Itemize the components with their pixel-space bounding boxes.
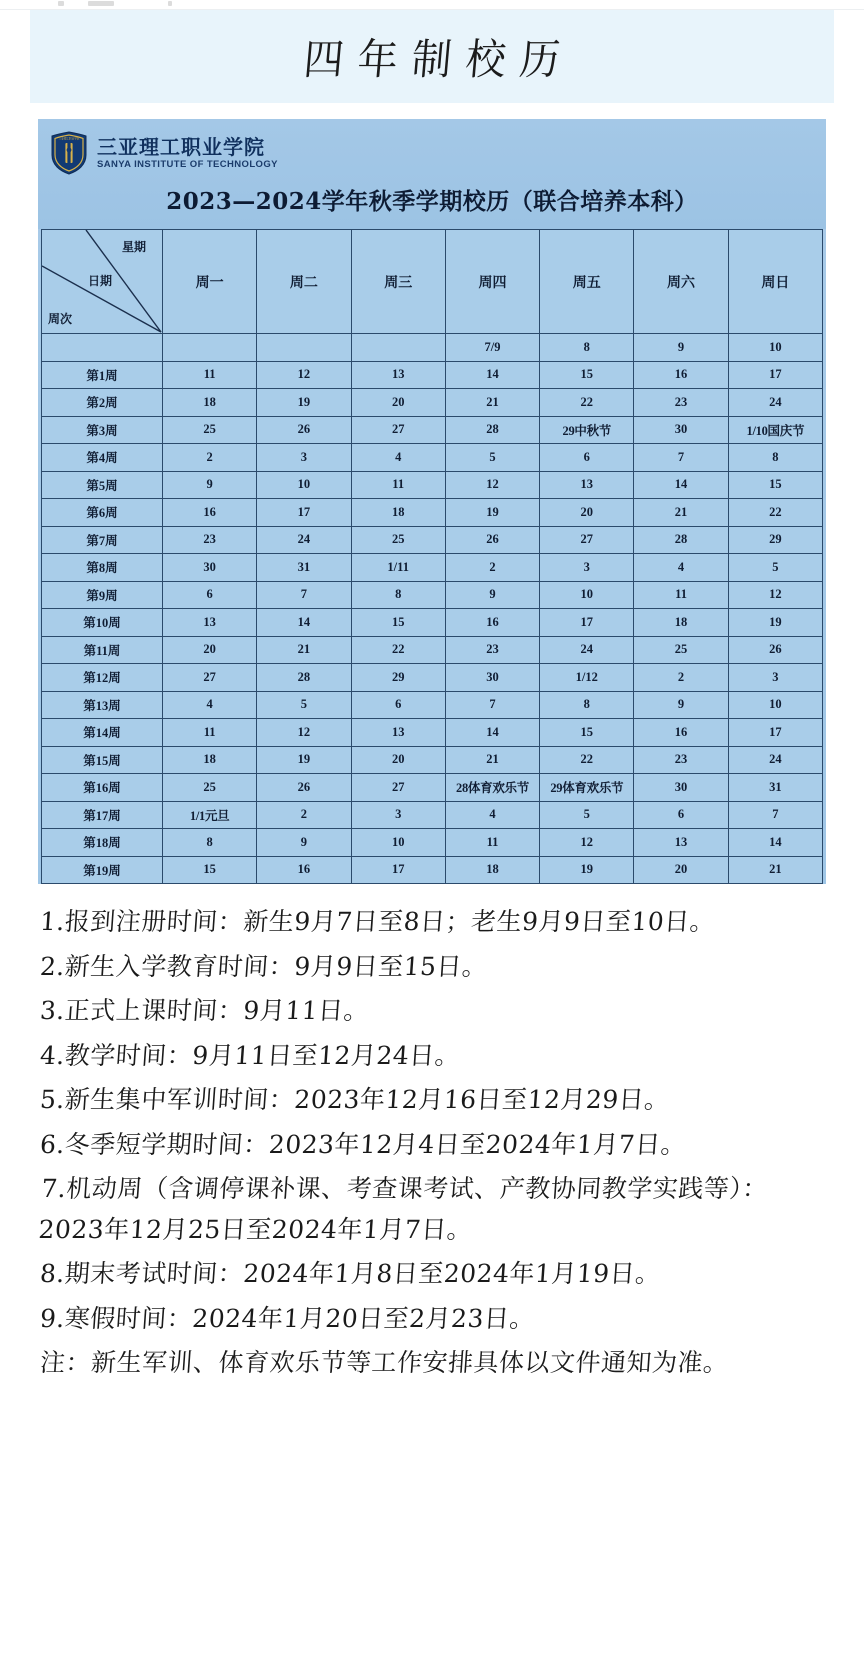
calendar-day-cell: 24 [728,746,822,774]
calendar-day-cell: 17 [540,609,634,637]
calendar-day-cell: 10 [728,334,822,362]
calendar-day-cell: 5 [445,444,539,472]
calendar-day-cell: 13 [351,361,445,389]
calendar-day-cell: 25 [351,526,445,554]
calendar-document-title: 2023—2024学年秋季学期校历（联合培养本科） [166,188,698,215]
table-row [42,334,823,362]
table-row [42,389,823,417]
calendar-day-cell: 3 [728,664,822,692]
table-row [42,829,823,857]
calendar-day-cell: 19 [540,856,634,884]
calendar-day-cell: 15 [728,471,822,499]
calendar-day-cell: 3 [351,801,445,829]
calendar-table-head [42,230,823,334]
calendar-day-cell: 20 [351,746,445,774]
calendar-day-cell: 27 [540,526,634,554]
bottom-spacer [0,1388,864,1428]
calendar-day-cell: 21 [257,636,351,664]
school-name-block [97,134,278,170]
calendar-day-cell: 18 [163,389,257,417]
calendar-day-cell-holiday: 1/10国庆节 [728,416,822,444]
calendar-day-cell: 26 [257,774,351,802]
calendar-day-cell: 26 [728,636,822,664]
week-number-cell [42,334,163,362]
calendar-day-cell: 9 [634,334,728,362]
table-row [42,471,823,499]
table-row [42,746,823,774]
day-header-7: 周日 [728,230,822,334]
calendar-day-cell: 17 [728,719,822,747]
calendar-day-cell: 9 [163,471,257,499]
calendar-day-cell: 3 [257,444,351,472]
calendar-day-cell: 13 [634,829,728,857]
calendar-day-cell: 6 [351,691,445,719]
calendar-day-cell: 27 [163,664,257,692]
calendar-day-cell: 20 [540,499,634,527]
calendar-day-cell: 22 [351,636,445,664]
calendar-day-cell: 2 [445,554,539,582]
page-title: 四年制校历 [301,35,576,85]
calendar-day-cell: 6 [540,444,634,472]
week-number-cell: 第2周 [42,389,163,417]
calendar-day-cell: 30 [163,554,257,582]
calendar-day-cell: 25 [163,416,257,444]
calendar-day-cell: 12 [728,581,822,609]
calendar-day-cell: 16 [445,609,539,637]
calendar-day-cell: 21 [445,389,539,417]
week-number-cell: 第1周 [42,361,163,389]
calendar-day-cell: 18 [445,856,539,884]
calendar-day-cell: 18 [634,609,728,637]
calendar-day-cell: 23 [634,746,728,774]
table-row [42,774,823,802]
calendar-day-cell: 21 [634,499,728,527]
calendar-day-cell [257,334,351,362]
calendar-day-cell-holiday: 29体育欢乐节 [540,774,634,802]
calendar-day-cell: 20 [634,856,728,884]
school-crest-icon [50,131,88,175]
note-item: 7.机动周（含调停课补课、考查课考试、产教协同教学实践等）：2023年12月25日至2024年1月7日。 [37,1174,769,1244]
calendar-day-cell: 10 [540,581,634,609]
calendar-day-cell: 8 [728,444,822,472]
week-number-cell: 第13周 [42,691,163,719]
calendar-day-cell: 2 [634,664,728,692]
calendar-day-cell: 8 [540,691,634,719]
table-row [42,416,823,444]
calendar-day-cell: 23 [163,526,257,554]
note-item: 注：新生军训、体育欢乐节等工作安排具体以文件通知为准。 [39,1348,730,1377]
week-number-cell: 第14周 [42,719,163,747]
note-item: 9.寒假时间：2024年1月20日至2月23日。 [39,1303,536,1333]
calendar-day-cell: 14 [257,609,351,637]
calendar-day-cell: 19 [257,389,351,417]
week-number-cell: 第8周 [42,554,163,582]
calendar-day-cell: 12 [540,829,634,857]
week-number-cell: 第18周 [42,829,163,857]
week-number-cell: 第17周 [42,801,163,829]
calendar-day-cell: 13 [163,609,257,637]
calendar-day-cell: 11 [634,581,728,609]
calendar-day-cell: 9 [634,691,728,719]
table-row [42,526,823,554]
calendar-day-cell: 6 [634,801,728,829]
calendar-day-cell: 21 [728,856,822,884]
week-number-cell: 第5周 [42,471,163,499]
calendar-day-cell: 11 [163,719,257,747]
svg-text:三亚理工职业学院: 三亚理工职业学院 [58,137,80,141]
calendar-day-cell: 26 [257,416,351,444]
calendar-day-cell: 25 [163,774,257,802]
calendar-day-cell: 17 [728,361,822,389]
calendar-day-cell: 28 [445,416,539,444]
calendar-day-cell [351,334,445,362]
calendar-day-cell: 27 [351,416,445,444]
calendar-day-cell: 2 [163,444,257,472]
day-header-6: 周六 [634,230,728,334]
calendar-day-cell: 5 [728,554,822,582]
academic-calendar-table [41,229,823,884]
calendar-day-cell: 16 [634,719,728,747]
calendar-day-cell: 10 [728,691,822,719]
calendar-day-cell: 19 [728,609,822,637]
calendar-day-cell: 4 [634,554,728,582]
calendar-day-cell-holiday: 1/1元旦 [163,801,257,829]
calendar-day-cell: 3 [540,554,634,582]
calendar-day-cell: 12 [257,719,351,747]
calendar-header [38,119,826,229]
note-item: 8.期末考试时间：2024年1月8日至2024年1月19日。 [39,1259,662,1288]
calendar-day-cell: 15 [351,609,445,637]
calendar-day-cell: 28 [257,664,351,692]
calendar-day-cell: 2 [257,801,351,829]
calendar-day-cell: 29 [728,526,822,554]
page-title-banner [30,10,834,103]
calendar-image-card [38,119,826,884]
calendar-day-cell: 22 [728,499,822,527]
table-row [42,664,823,692]
calendar-day-cell: 14 [634,471,728,499]
chrome-chip-1 [58,1,64,6]
calendar-day-cell: 13 [540,471,634,499]
browser-chrome-strip [0,0,864,10]
calendar-day-cell: 8 [540,334,634,362]
calendar-day-cell: 14 [728,829,822,857]
calendar-day-cell: 21 [445,746,539,774]
calendar-day-cell: 18 [351,499,445,527]
calendar-day-cell: 31 [728,774,822,802]
calendar-day-cell: 12 [257,361,351,389]
table-row [42,609,823,637]
corner-legend-cell [42,230,163,334]
calendar-day-cell: 24 [540,636,634,664]
calendar-day-cell: 31 [257,554,351,582]
table-row [42,444,823,472]
calendar-day-cell: 7 [728,801,822,829]
week-number-cell: 第4周 [42,444,163,472]
calendar-day-cell: 10 [257,471,351,499]
calendar-day-cell: 4 [163,691,257,719]
calendar-day-cell: 30 [445,664,539,692]
calendar-day-cell: 7/9 [445,334,539,362]
day-header-4: 周四 [445,230,539,334]
week-number-cell: 第9周 [42,581,163,609]
calendar-day-cell: 9 [257,829,351,857]
calendar-day-cell: 7 [445,691,539,719]
calendar-day-cell: 4 [445,801,539,829]
day-header-1: 周一 [163,230,257,334]
calendar-day-cell: 28 [634,526,728,554]
calendar-day-cell: 17 [351,856,445,884]
day-header-3: 周三 [351,230,445,334]
note-item: 1.报到注册时间：新生9月7日至8日；老生9月9日至10日。 [39,907,717,936]
calendar-day-cell [163,334,257,362]
calendar-day-cell: 25 [634,636,728,664]
calendar-notes-list [37,902,824,1384]
calendar-day-cell: 11 [445,829,539,857]
calendar-table-body [42,334,823,884]
calendar-day-cell: 15 [163,856,257,884]
note-item: 3.正式上课时间：9月11日。 [39,996,371,1025]
table-row [42,554,823,582]
calendar-day-cell: 16 [163,499,257,527]
calendar-header-row [42,230,823,334]
week-number-cell: 第3周 [42,416,163,444]
week-number-cell: 第16周 [42,774,163,802]
table-row [42,499,823,527]
calendar-day-cell: 17 [257,499,351,527]
week-number-cell: 第19周 [42,856,163,884]
calendar-day-cell: 1/11 [351,554,445,582]
calendar-day-cell: 5 [540,801,634,829]
calendar-day-cell: 23 [445,636,539,664]
chrome-chip-2 [88,1,114,6]
chrome-chip-3 [168,1,172,6]
day-header-2: 周二 [257,230,351,334]
calendar-day-cell: 14 [445,361,539,389]
calendar-day-cell: 8 [351,581,445,609]
calendar-day-cell: 18 [163,746,257,774]
calendar-day-cell: 22 [540,746,634,774]
calendar-day-cell: 30 [634,774,728,802]
calendar-day-cell: 30 [634,416,728,444]
calendar-day-cell: 9 [445,581,539,609]
calendar-day-cell: 7 [634,444,728,472]
calendar-day-cell: 19 [445,499,539,527]
week-number-cell: 第10周 [42,609,163,637]
school-name-cn: 三亚理工职业学院 [97,134,265,159]
calendar-day-cell: 23 [634,389,728,417]
calendar-day-cell: 27 [351,774,445,802]
week-number-cell: 第12周 [42,664,163,692]
table-row [42,856,823,884]
note-item: 4.教学时间：9月11日至12月24日。 [39,1040,462,1070]
calendar-day-cell: 16 [257,856,351,884]
calendar-day-cell: 26 [445,526,539,554]
calendar-day-cell: 20 [351,389,445,417]
calendar-day-cell: 15 [540,719,634,747]
calendar-day-cell: 19 [257,746,351,774]
calendar-day-cell: 7 [257,581,351,609]
calendar-day-cell: 29 [351,664,445,692]
calendar-day-cell: 8 [163,829,257,857]
table-row [42,719,823,747]
calendar-day-cell: 14 [445,719,539,747]
calendar-day-cell: 15 [540,361,634,389]
calendar-day-cell: 11 [163,361,257,389]
corner-label-weeknum: 周次 [48,312,73,326]
table-row [42,581,823,609]
note-item: 5.新生集中军训时间：2023年12月16日至12月29日。 [39,1085,671,1114]
table-row [42,636,823,664]
calendar-day-cell: 11 [351,471,445,499]
school-identity-row [38,131,826,175]
calendar-day-cell-holiday: 29中秋节 [540,416,634,444]
corner-label-date: 日期 [87,274,112,288]
table-row [42,691,823,719]
calendar-day-cell: 16 [634,361,728,389]
table-row [42,801,823,829]
note-item: 2.新生入学教育时间：9月9日至15日。 [39,951,489,981]
week-number-cell: 第11周 [42,636,163,664]
calendar-day-cell-holiday: 28体育欢乐节 [445,774,539,802]
table-row [42,361,823,389]
calendar-day-cell: 6 [163,581,257,609]
week-number-cell: 第6周 [42,499,163,527]
calendar-day-cell: 24 [257,526,351,554]
calendar-day-cell: 5 [257,691,351,719]
calendar-day-cell: 22 [540,389,634,417]
calendar-day-cell: 12 [445,471,539,499]
week-number-cell: 第7周 [42,526,163,554]
day-header-5: 周五 [540,230,634,334]
calendar-day-cell: 24 [728,389,822,417]
calendar-day-cell: 1/12 [540,664,634,692]
corner-label-weekday: 星期 [121,240,146,254]
week-number-cell: 第15周 [42,746,163,774]
school-name-en: SANYA INSTITUTE OF TECHNOLOGY [97,158,278,170]
calendar-day-cell: 20 [163,636,257,664]
calendar-day-cell: 10 [351,829,445,857]
calendar-day-cell: 4 [351,444,445,472]
note-item: 6.冬季短学期时间：2023年12月4日至2024年1月7日。 [39,1129,688,1159]
calendar-day-cell: 13 [351,719,445,747]
